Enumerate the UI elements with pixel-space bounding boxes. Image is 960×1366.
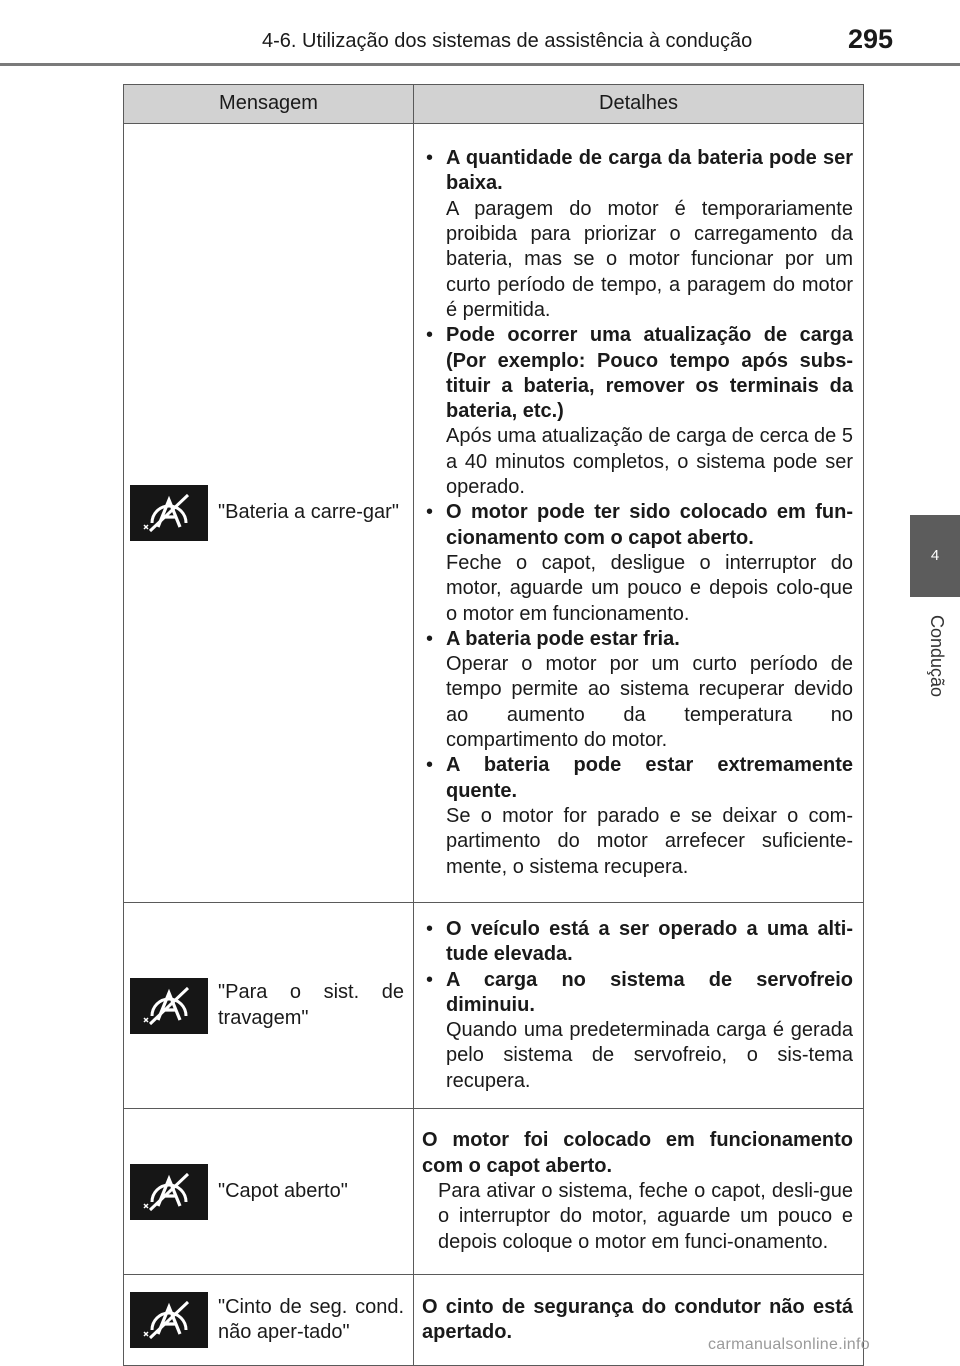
auto-start-stop-off-icon [130,1164,208,1220]
details-title: • O motor pode ter sido colocado em fun-cionamento com o capot aberto. [446,501,853,549]
details-text: Quando uma predeterminada carga é gerada pelo sistema de servofreio, o sis-tema recupera. [446,1019,853,1092]
auto-start-stop-off-icon [130,978,208,1034]
chapter-label: Condução [927,614,947,698]
message-table [123,84,864,1366]
details-text: Se o motor for parado e se deixar o com-partimento do motor arrefecer suficiente-mente, o sistema recupera. [446,804,853,878]
details-item [422,968,853,1094]
column-header-message: Mensagem [124,85,414,124]
details-item [422,146,853,323]
column-header-details: Detalhes [414,85,864,124]
table-row [124,1109,864,1275]
chapter-tab: 4 [910,515,960,597]
details-item [422,753,853,879]
details-item [422,917,853,968]
details-item [422,500,853,626]
message-cell [124,1109,414,1275]
page-number: 295 [848,24,894,54]
details-title: • O veículo está a ser operado a uma alti-tude elevada. [446,918,853,966]
details-text: Após uma atualização de carga de cerca de 5 a 40 minutos completos, o sistema pode ser operado. [446,425,853,499]
auto-start-stop-off-icon [130,1292,208,1348]
message-cell [124,903,414,1109]
details-cell [414,124,864,903]
footer-watermark: carmanualsonline.info [708,1336,870,1353]
details-title: • Pode ocorrer uma atualização de carga (Por exemplo: Pouco tempo após subs-tituir a bateria, remover os terminais da bateria, etc.) [446,324,853,423]
details-cell [414,1109,864,1275]
details-text: Operar o motor por um curto período de tempo permite ao sistema recuperar devido ao aumento da temperatura no compartimento do motor. [446,653,853,752]
details-title: O cinto de segurança do condutor não está apertado. [422,1295,853,1344]
details-text: Feche o capot, desligue o interruptor do motor, aguarde um pouco e depois colo-que o motor em funcionamento. [446,551,853,625]
details-title: • A quantidade de carga da bateria pode ser baixa. [446,147,853,195]
details-item [422,627,853,753]
header-rule [0,63,960,66]
message-text: "Cinto de seg. cond. não aper-tado" [218,1295,404,1344]
table-header-row [124,85,864,124]
details-title: • A bateria pode estar extremamente quente. [446,754,853,802]
message-text: "Bateria a carre-gar" [218,501,399,524]
message-cell [124,124,414,903]
details-cell [414,903,864,1109]
message-text: "Para o sist. de travagem" [218,981,404,1029]
details-text: A paragem do motor é temporariamente proibida para priorizar o carregamento da bateria, mas se o motor funcionar por um curto período de tempo, a paragem do motor é permitida. [446,197,853,321]
message-cell [124,1275,414,1366]
details-title: O motor foi colocado em funcionamento com o capot aberto. [422,1129,853,1177]
details-item [422,323,853,500]
details-text: Para ativar o sistema, feche o capot, desli-gue o interruptor do motor, aguarde um pouco e depois coloque o motor em funci-onamento. [438,1179,853,1253]
auto-start-stop-off-icon [130,485,208,541]
details-title: • A bateria pode estar fria. [446,627,680,650]
table-row [124,903,864,1109]
details-title: • A carga no sistema de servofreio diminuiu. [446,968,853,1016]
table-row [124,124,864,903]
message-text: "Capot aberto" [218,1179,348,1202]
header-title: 4-6. Utilização dos sistemas de assistência à condução [262,30,753,52]
